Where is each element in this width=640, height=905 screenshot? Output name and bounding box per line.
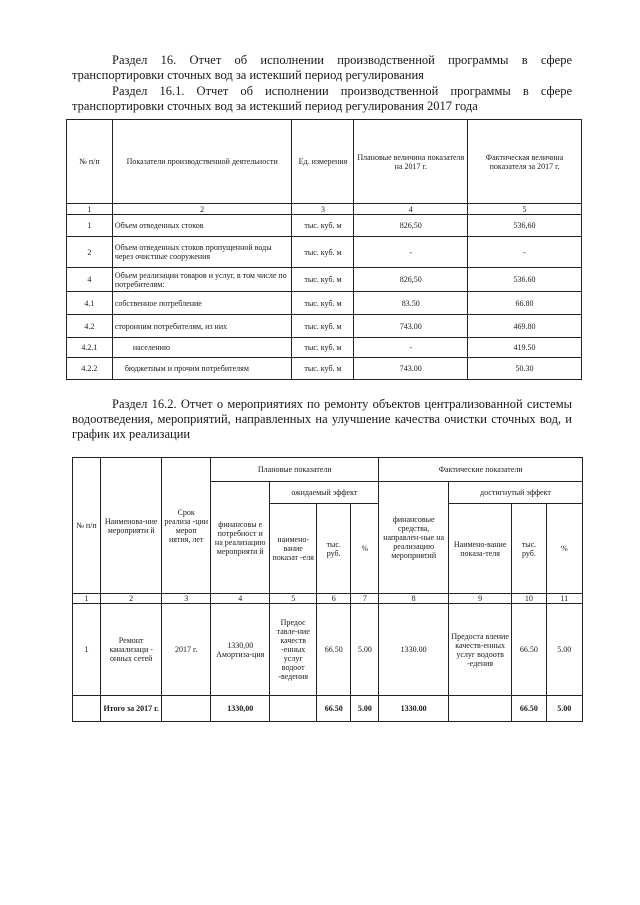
table2-col-number: 5	[270, 594, 317, 604]
row-number: 4.2.1	[67, 338, 113, 358]
section-16-2-text: Раздел 16.2. Отчет о мероприятиях по ремонту объектов централизованной системы водоотведения, мероприятий, направленных на улучшение качества очистки сточных вод, и график их реализации	[72, 397, 572, 441]
table2-col-number: 4	[211, 594, 270, 604]
table2-header-fact-thous: тыс. руб.	[512, 504, 546, 594]
row-number: 4.1	[67, 292, 113, 315]
row-number: 1	[73, 604, 101, 696]
table1-header-unit: Ед. измерения	[292, 120, 354, 204]
row-indicator: населению	[112, 338, 292, 358]
table-row	[67, 358, 582, 380]
row-plan: 826,50	[354, 268, 468, 292]
table2-col-number: 10	[512, 594, 546, 604]
table1-header-num: № п/п	[67, 120, 113, 204]
row-indicator: Объем отведенных стоков пропущенной воды через очистные сооружения	[112, 237, 292, 268]
total-fact-fin: 1330.00	[379, 696, 449, 722]
table2-header-plan: Плановые показатели	[211, 458, 379, 482]
table2-col-number: 6	[317, 594, 351, 604]
total-empty	[270, 696, 317, 722]
table-row	[73, 604, 583, 696]
row-unit: тыс. куб. м	[292, 215, 354, 237]
section-16-1-heading	[72, 84, 572, 114]
row-number: 1	[67, 215, 113, 237]
row-unit: тыс. куб. м	[292, 338, 354, 358]
row-plan: 743.00	[354, 358, 468, 380]
row-indicator: бюджетным и прочим потребителям	[112, 358, 292, 380]
table2-header-plan-effect: ожидаемый эффект	[270, 482, 379, 504]
table2-header-plan-thous: тыс. руб.	[317, 504, 351, 594]
row-indicator: сторонним потребителям, из них	[112, 315, 292, 338]
table2-col-number: 8	[379, 594, 449, 604]
row-fact-indicator: Предоста вление качеств-енных услуг водоотв -едения	[448, 604, 511, 696]
total-plan-fin: 1330,00	[211, 696, 270, 722]
table2-header-name: Наименова-ние мероприяти й	[101, 458, 162, 594]
row-fact: 419.50	[468, 338, 582, 358]
total-plan-thous: 66.50	[317, 696, 351, 722]
table-row	[67, 315, 582, 338]
row-plan-thous: 66.50	[317, 604, 351, 696]
total-fact-thous: 66.50	[512, 696, 546, 722]
table-row	[67, 292, 582, 315]
row-plan: -	[354, 237, 468, 268]
row-indicator: собственное потребление	[112, 292, 292, 315]
section-16-1-text: Раздел 16.1. Отчет об исполнении производственной программы в сфере транспортировки сточных вод за истекший период регулирования 2017 года	[72, 84, 572, 113]
table2-header-term: Срок реализа -ции мероп иятия, лет	[162, 458, 211, 594]
row-fact: -	[468, 237, 582, 268]
row-term: 2017 г.	[162, 604, 211, 696]
section-16-heading	[72, 53, 572, 83]
table2-col-number: 1	[73, 594, 101, 604]
row-unit: тыс. куб. м	[292, 358, 354, 380]
total-fact-pct: 5.00	[546, 696, 582, 722]
row-plan: -	[354, 338, 468, 358]
repair-measures-table	[72, 457, 583, 722]
row-fact-pct: 5.00	[546, 604, 582, 696]
table1-col-number: 3	[292, 204, 354, 215]
row-plan: 83.50	[354, 292, 468, 315]
table1-col-number: 4	[354, 204, 468, 215]
table-row	[67, 237, 582, 268]
total-label: Итого за 2017 г.	[101, 696, 162, 722]
table2-header-num: № п/п	[73, 458, 101, 594]
table2-header-fact-fin: финансовые средства, направлен-ные на реализацию мероприятий	[379, 482, 449, 594]
table2-col-number: 7	[351, 594, 379, 604]
table2-header-plan-indicator: наимено-вание показат -еля	[270, 504, 317, 594]
row-fact-fin: 1330.00	[379, 604, 449, 696]
table2-header-plan-pct: %	[351, 504, 379, 594]
table1-col-number: 2	[112, 204, 292, 215]
table2-col-number: 3	[162, 594, 211, 604]
row-fact: 536.60	[468, 268, 582, 292]
table2-header-fact-pct: %	[546, 504, 582, 594]
table1-number-row	[67, 204, 582, 215]
table1-header-fact: Фактическая величина показателя за 2017 г.	[468, 120, 582, 204]
table-row	[67, 268, 582, 292]
table1-header-row	[67, 120, 582, 204]
table1-header-plan: Плановые величина показателя на 2017 г.	[354, 120, 468, 204]
row-plan-fin: 1330,00 Амортиза-ция	[211, 604, 270, 696]
row-fact: 536,60	[468, 215, 582, 237]
row-unit: тыс. куб. м	[292, 237, 354, 268]
row-measure-name: Ремонт канализаци - онных сетей	[101, 604, 162, 696]
row-number: 2	[67, 237, 113, 268]
section-16-2-heading	[72, 397, 572, 442]
table-row	[67, 338, 582, 358]
row-unit: тыс. куб. м	[292, 292, 354, 315]
table2-col-number: 2	[101, 594, 162, 604]
table1-col-number: 1	[67, 204, 113, 215]
table1-col-number: 5	[468, 204, 582, 215]
table-row	[67, 215, 582, 237]
row-number: 4.2.2	[67, 358, 113, 380]
total-empty	[162, 696, 211, 722]
row-fact-thous: 66.50	[512, 604, 546, 696]
table2-col-number: 11	[546, 594, 582, 604]
row-fact: 50.30	[468, 358, 582, 380]
total-empty	[73, 696, 101, 722]
total-plan-pct: 5.00	[351, 696, 379, 722]
row-fact: 66.80	[468, 292, 582, 315]
row-indicator: Объем отведенных стоков	[112, 215, 292, 237]
production-program-table	[66, 119, 582, 380]
table1-header-indicator: Показатели производственной деятельности	[112, 120, 292, 204]
table2-total-row	[73, 696, 583, 722]
total-empty	[448, 696, 511, 722]
row-fact: 469.80	[468, 315, 582, 338]
table2-col-number: 9	[448, 594, 511, 604]
row-unit: тыс. куб. м	[292, 268, 354, 292]
row-number: 4	[67, 268, 113, 292]
table2-header-fact: Фактические показатели	[379, 458, 583, 482]
table2-header-fact-indicator: Наимено-вание показа-теля	[448, 504, 511, 594]
row-plan: 743.00	[354, 315, 468, 338]
section-16-text: Раздел 16. Отчет об исполнении производственной программы в сфере транспортировки сточных вод за истекший период регулирования	[72, 53, 572, 82]
row-number: 4.2	[67, 315, 113, 338]
row-plan-pct: 5.00	[351, 604, 379, 696]
table2-number-row	[73, 594, 583, 604]
table2-header-plan-fin: финансовы е потребност и на реализацию мероприяти й	[211, 482, 270, 594]
table2-header-row-1	[73, 458, 583, 482]
row-unit: тыс. куб. м	[292, 315, 354, 338]
row-indicator: Объем реализации товаров и услуг, в том числе по потребителям:	[112, 268, 292, 292]
row-plan: 826,50	[354, 215, 468, 237]
table2-header-fact-effect: достигнутый эффект	[448, 482, 582, 504]
row-plan-indicator: Предос тавле-ние качеств -енных услуг водоот -ведения	[270, 604, 317, 696]
